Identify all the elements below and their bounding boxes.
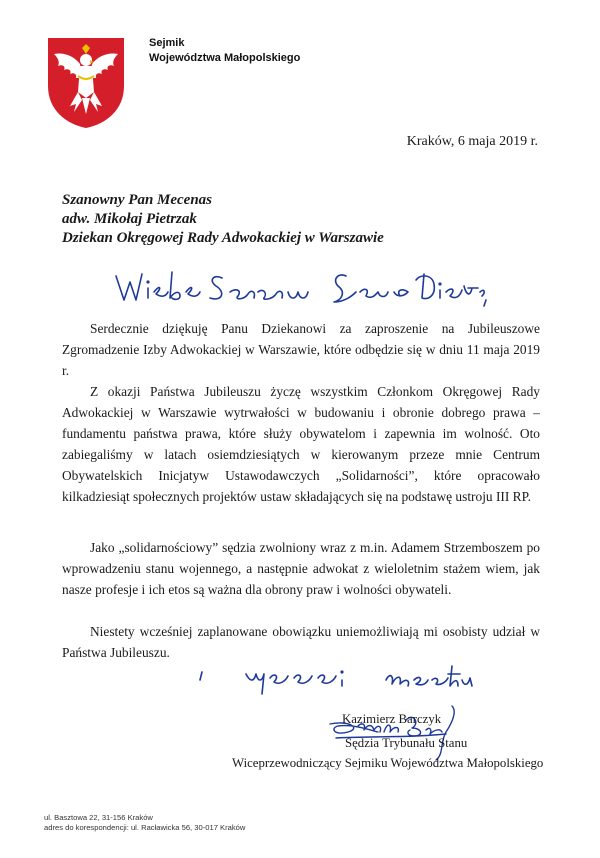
- paragraph-apology: Niestety wcześniej zaplanowane obowiązku uniemożliwiają mi osobisty udział w Państwa Jubileuszu.: [62, 624, 540, 660]
- white-eagle-crest-icon: [44, 34, 128, 130]
- letter-date: Kraków, 6 maja 2019 r.: [406, 134, 538, 149]
- addressee-line-2: adw. Mikołaj Pietrzak: [62, 211, 197, 227]
- paragraph-background: Jako „solidarnościowy” sędzia zwolniony wraz z m.in. Adamem Strzemboszem po wprowadzeniu stanu wojennego, a następnie adwokat z wieloletnim stażem wiem, jak nasze profesje i ich etos są ważna dla obrony praw i wolności obywateli.: [62, 540, 540, 597]
- handwritten-closing: [196, 658, 496, 698]
- addressee-line-1: Szanowny Pan Mecenas: [62, 192, 213, 208]
- footer-line-1: ul. Basztowa 22, 31-156 Kraków: [44, 813, 153, 822]
- org-line-2: Województwa Małopolskiego: [149, 52, 301, 64]
- signer-role: Wiceprzewodniczący Sejmiku Województwa Małopolskiego: [232, 756, 544, 770]
- footer-line-2: adres do korespondencji: ul. Racławicka 56, 30-017 Kraków: [44, 823, 246, 832]
- org-line-1: Sejmik: [149, 37, 185, 49]
- addressee-line-3: Dziekan Okręgowej Rady Adwokackiej w Warszawie: [62, 230, 384, 246]
- signer-name: Kazimierz Barczyk: [342, 712, 442, 726]
- footer-address: [44, 813, 245, 833]
- paragraph-wishes: Z okazji Państwa Jubileuszu życzę wszystkim Członkom Okręgowej Rady Adwokackiej w Warszawie wytrwałości w budowaniu i obronie dobrego prawa – fundamentu państwa prawa, które służy obywatelom i zapewnia im wolność. Oto zabiegaliśmy w latach osiemdziesiątych w kierowanym przeze mnie Centrum Obywatelskich Inicjatyw Ustawodawczych „Solidarności”, które opracowało kilkadziesiąt społecznych projektów ustaw składających się na podstawę ustroju III RP.: [62, 384, 540, 504]
- signer-title: Sędzia Trybunału Stanu: [345, 736, 468, 750]
- handwritten-greeting: [110, 266, 490, 310]
- paragraph-thanks: Serdecznie dziękuję Panu Dziekanowi za zaproszenie na Jubileuszowe Zgromadzenie Izby Adwokackiej w Warszawie, które odbędzie się w dniu 11 maja 2019 r.: [62, 321, 540, 378]
- addressee-block: [62, 191, 384, 248]
- organization-name: [149, 36, 300, 66]
